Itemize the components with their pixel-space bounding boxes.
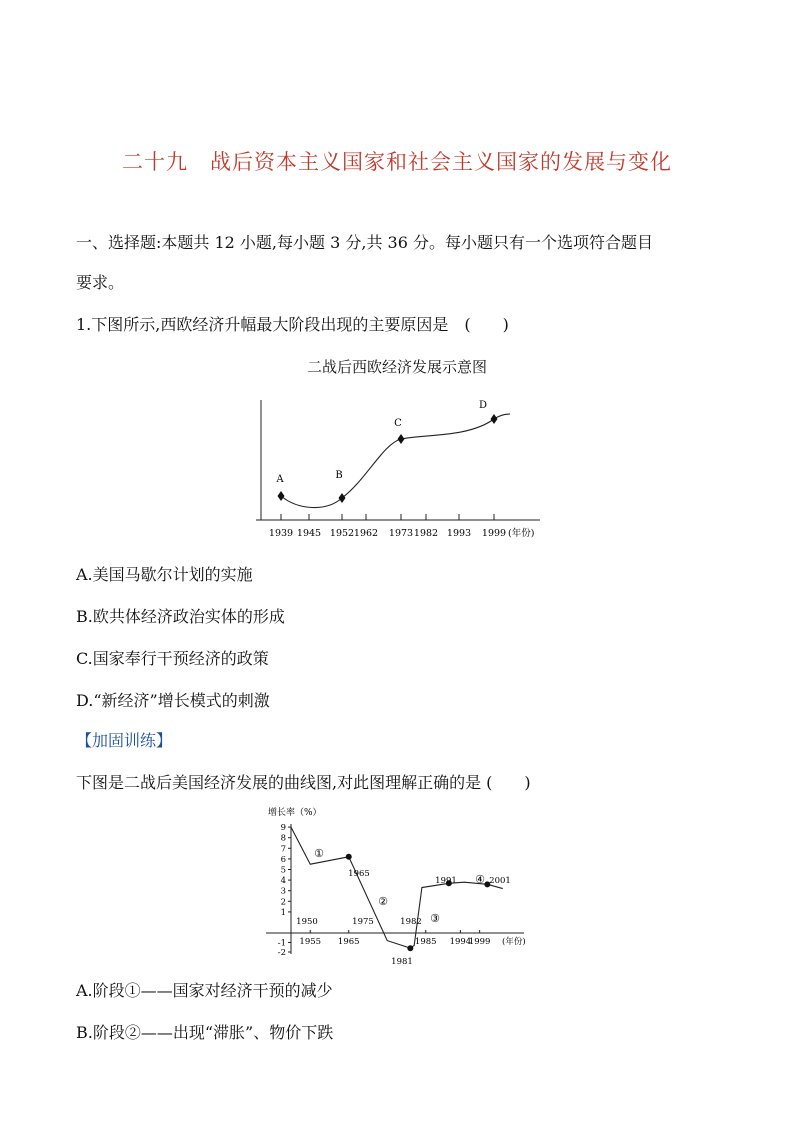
chart1-point-label: C <box>394 418 402 429</box>
chart2-x-tick-label: 1994 <box>449 937 472 947</box>
chart2-y-tick-label: -1 <box>277 938 286 949</box>
q1-option-b[interactable]: B.欧共体经济政治实体的形成 <box>76 607 285 626</box>
section-intro-line1: 一、选择题:本题共 12 小题,每小题 3 分,共 36 分。每小题只有一个选项符合题目 <box>76 233 653 252</box>
chart1-x-tick-label: 1982 <box>413 528 439 539</box>
chart2-year-annotation: 1975 <box>352 917 374 927</box>
chart2-x-tick-label: 1999 <box>468 937 491 947</box>
chart2-y-tick-label: 3 <box>280 886 286 897</box>
chart2-x-tick-label: 1955 <box>299 937 322 947</box>
chart2-growth-line <box>291 827 503 948</box>
chart2-year-annotation: 1991 <box>435 876 457 886</box>
chart2-marker <box>346 854 352 860</box>
q1-option-a[interactable]: A.美国马歇尔计划的实施 <box>76 565 253 584</box>
chart1-x-tick-label: 1952 <box>329 528 355 539</box>
chart2-x-unit: (年份) <box>502 937 526 947</box>
chart2-stage-label: ② <box>378 895 388 908</box>
reinforce-stem: 下图是二战后美国经济发展的曲线图,对此图理解正确的是 ( ) <box>76 773 531 792</box>
us-economy-growth-chart <box>262 804 542 972</box>
chart2-year-annotation: 1965 <box>348 869 370 879</box>
chart2-year-annotation: 2001 <box>489 876 511 886</box>
chart2-year-annotation: 1950 <box>296 917 318 927</box>
question-1-stem: 1.下图所示,西欧经济升幅最大阶段出现的主要原因是 ( ) <box>76 315 509 334</box>
chart2-y-tick-label: 8 <box>280 833 286 844</box>
section-intro-line2: 要求。 <box>76 273 125 292</box>
chart2-y-tick-label: 1 <box>280 907 286 918</box>
chart2-y-tick-label: 2 <box>280 897 286 908</box>
chart1-x-tick-label: 1939 <box>268 528 294 539</box>
figure1-caption: 二战后西欧经济发展示意图 <box>306 358 487 376</box>
chart2-marker <box>407 945 413 951</box>
chart1-point-label: A <box>276 474 284 485</box>
chart2-y-tick-label: 7 <box>280 844 286 855</box>
q1-option-c[interactable]: C.国家奉行干预经济的政策 <box>76 649 269 668</box>
chart1-x-tick-label: 1962 <box>353 528 379 539</box>
chart1-point-label: D <box>478 400 488 411</box>
reinforce-option-a[interactable]: A.阶段①——国家对经济干预的减少 <box>76 981 333 1000</box>
chart1-point-label: B <box>335 470 343 481</box>
chart1-point-A <box>278 491 285 501</box>
chart2-year-annotation: 1981 <box>391 957 413 967</box>
page-title: 二十九 战后资本主义国家和社会主义国家的发展与变化 <box>122 150 672 174</box>
chart2-year-annotation: 1982 <box>400 917 422 927</box>
chart1-x-tick-label: 1993 <box>446 528 472 539</box>
chart2-y-tick-label: 5 <box>280 865 286 876</box>
chart1-point-B <box>339 493 346 503</box>
chart1-x-tick-label: 1973 <box>388 528 414 539</box>
chart2-y-label: 增长率（%） <box>268 808 322 818</box>
chart2-y-tick-label: -2 <box>277 948 286 958</box>
chart2-y-tick-label: 9 <box>280 823 286 834</box>
reinforce-option-b[interactable]: B.阶段②——出现“滞胀”、物价下跌 <box>76 1023 334 1042</box>
chart2-stage-label: ① <box>314 847 324 860</box>
q1-option-d[interactable]: D.“新经济”增长模式的刺激 <box>76 691 270 710</box>
chart2-y-tick-label: 4 <box>280 876 286 887</box>
chart1-x-unit: (年份) <box>508 528 535 539</box>
chart2-y-tick-label: 6 <box>280 854 286 865</box>
chart2-x-tick-label: 1985 <box>414 937 437 947</box>
chart1-point-D <box>491 414 498 424</box>
chart2-stage-label: ④ <box>475 873 485 886</box>
western-europe-economy-chart <box>248 392 548 547</box>
reinforce-heading: 【加固训练】 <box>76 731 173 750</box>
chart1-x-tick-label: 1945 <box>296 528 322 539</box>
chart1-x-tick-label: 1999 <box>481 528 507 539</box>
chart1-point-C <box>398 434 405 444</box>
chart2-stage-label: ③ <box>430 912 440 925</box>
chart2-x-tick-label: 1965 <box>337 937 360 947</box>
